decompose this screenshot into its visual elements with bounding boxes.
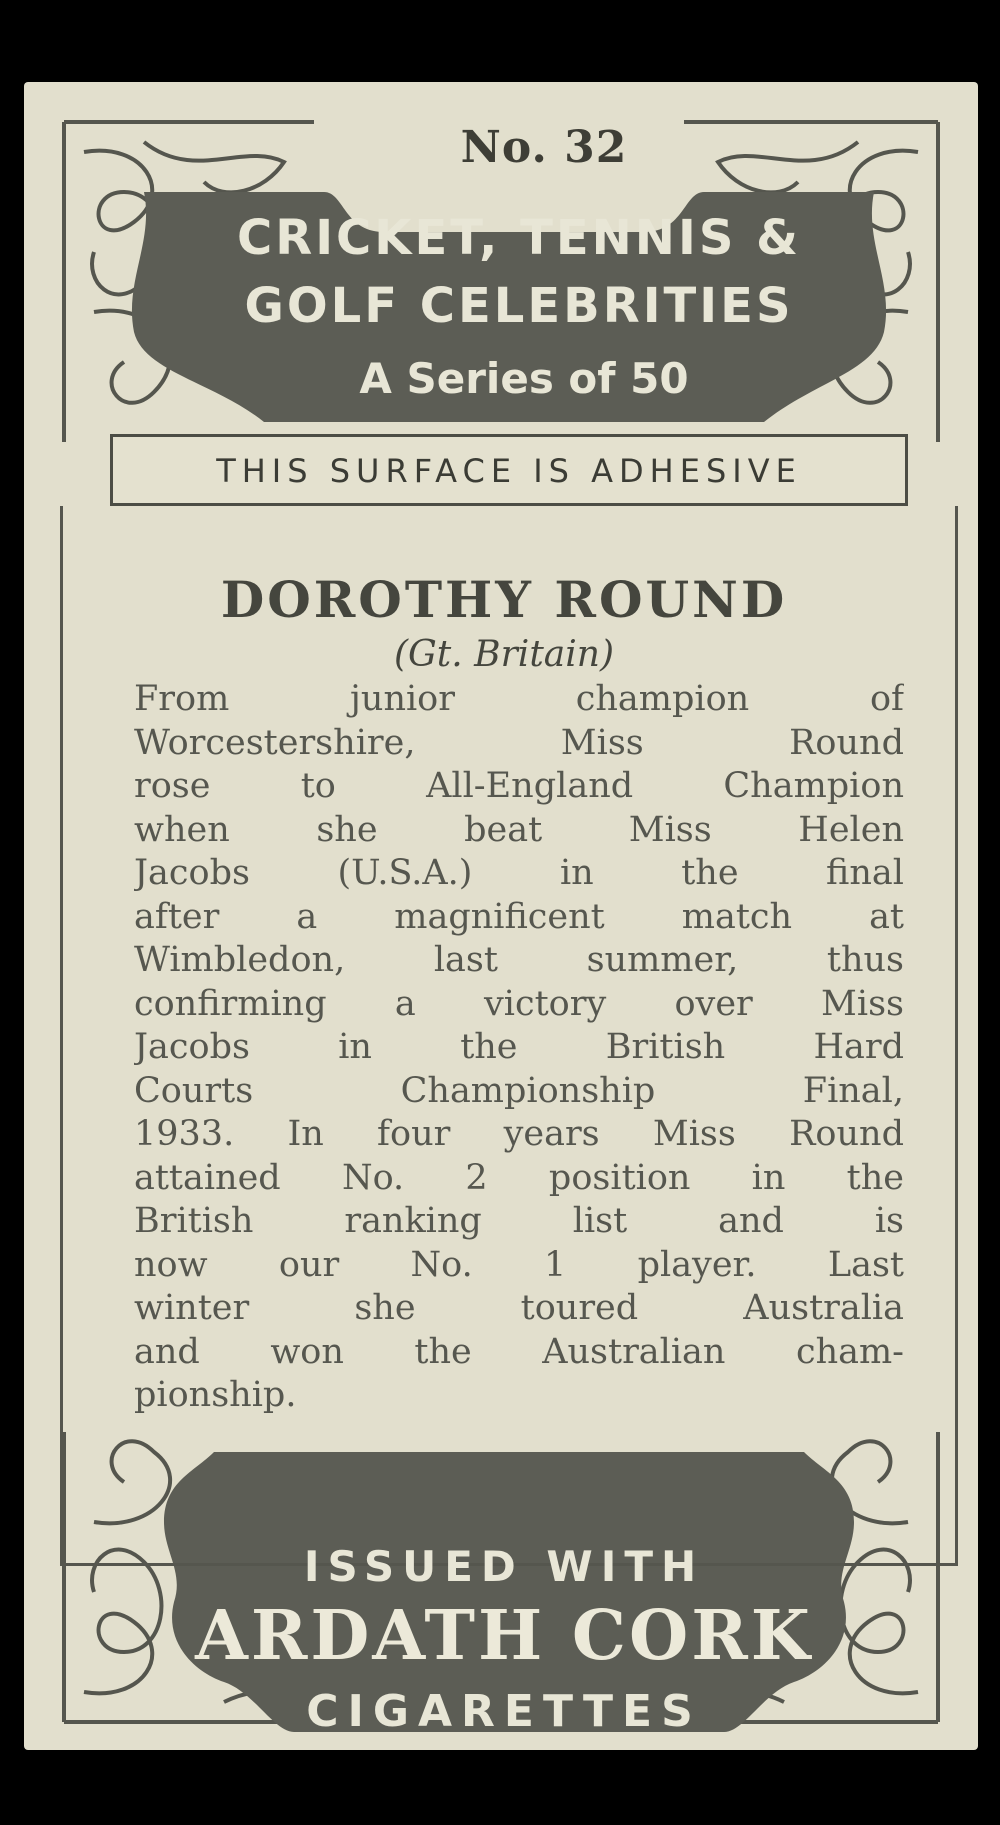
biography-line: British ranking list and is — [134, 1201, 904, 1241]
biography-line: Worcestershire, Miss Round — [134, 722, 904, 763]
biography-line: Jacobs (U.S.A.) in the final — [134, 853, 904, 893]
product-label: CIGARETTES — [306, 1686, 702, 1737]
brand-name: ARDATH CORK — [195, 1596, 813, 1676]
biography-line: 1933. In four years Miss Round — [134, 1114, 904, 1154]
biography-line: now our No. 1 player. Last — [134, 1244, 904, 1285]
adhesive-notice: THIS SURFACE IS ADHESIVE — [216, 452, 802, 490]
biography-line: and won the Australian cham- — [134, 1331, 904, 1372]
series-title-line-2: GOLF CELEBRITIES — [244, 278, 794, 334]
card-number: No. 32 — [460, 122, 628, 173]
biography-line: rose to All-England Champion — [134, 766, 904, 806]
biography-line: winter she toured Australia — [134, 1288, 904, 1328]
biography-line: From junior champion of — [134, 679, 904, 719]
biography-line: Wimbledon, last summer, thus — [134, 940, 904, 980]
biography-line: attained No. 2 position in the — [134, 1157, 904, 1198]
biography-line: confirming a victory over Miss — [134, 983, 904, 1024]
player-country: (Gt. Britain) — [393, 634, 614, 675]
player-name: DOROTHY ROUND — [220, 570, 788, 629]
biography-line: after a magnificent match at — [134, 896, 904, 937]
cigarette-card — [24, 82, 978, 1750]
issued-with-label: ISSUED WITH — [303, 1542, 705, 1591]
biography-line: Courts Championship Final, — [134, 1070, 904, 1111]
biography-line: Jacobs in the British Hard — [134, 1027, 904, 1067]
biography-text — [134, 678, 904, 1418]
series-subtitle: A Series of 50 — [359, 354, 689, 403]
biography-line: when she beat Miss Helen — [134, 809, 904, 850]
series-title-line-1: CRICKET, TENNIS & — [237, 210, 801, 266]
biography-line: pionship. — [134, 1375, 297, 1415]
